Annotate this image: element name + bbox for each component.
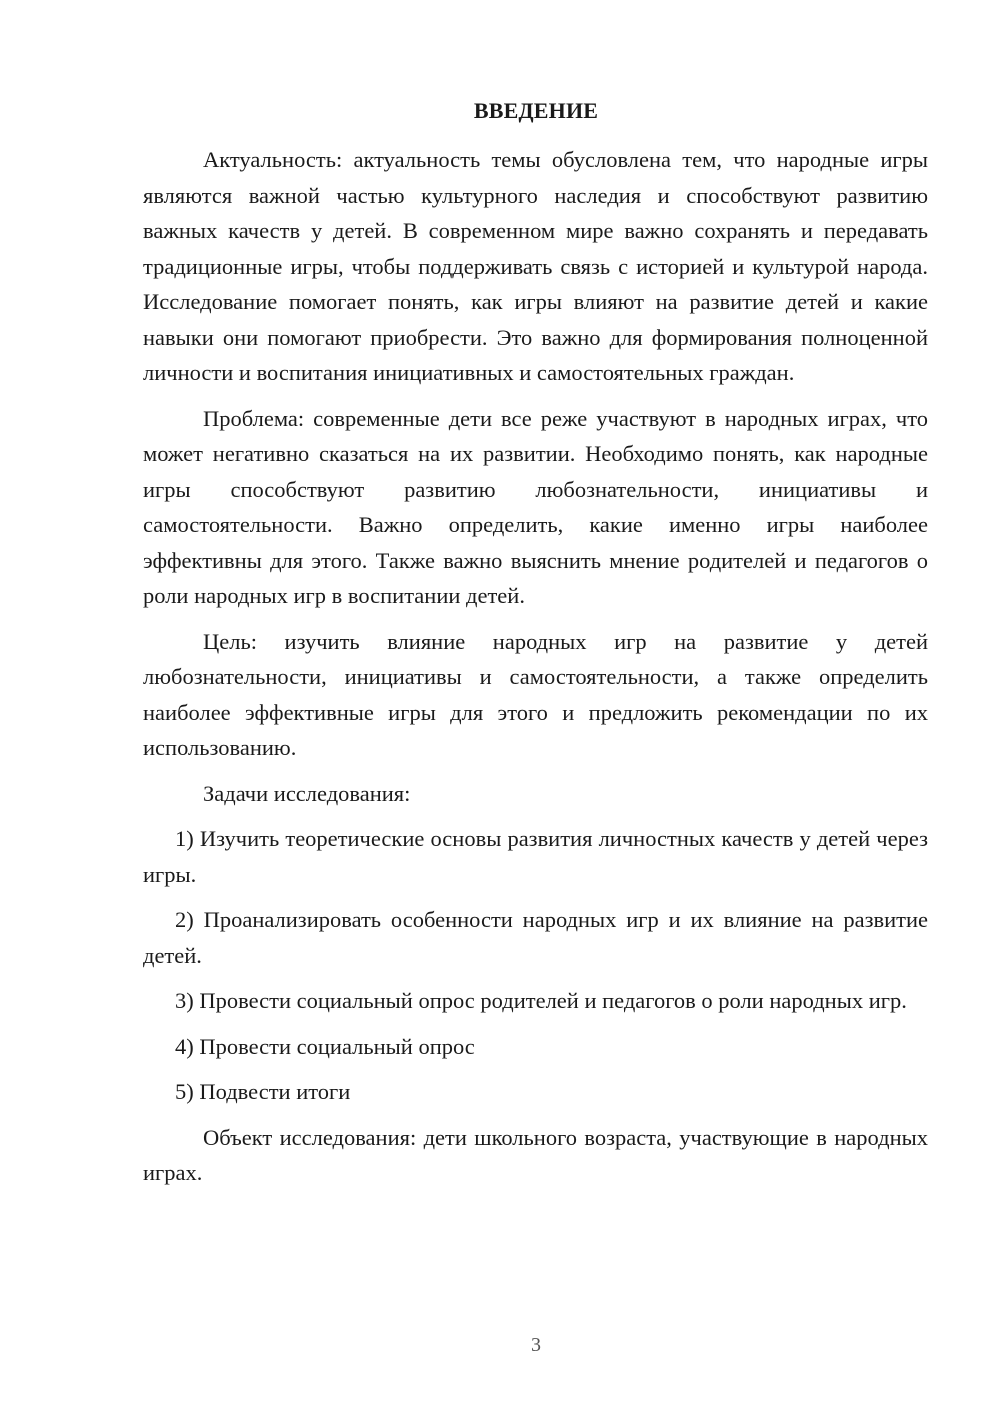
- page-title: ВВЕДЕНИЕ: [473, 98, 599, 123]
- paragraph-tasks-heading: Задачи исследования:: [203, 780, 411, 806]
- list-item-task-2: 2) Проанализировать особенности народных игр и их влияние на развитие детей.: [143, 907, 928, 968]
- paragraph-relevance: Актуальность: актуальность темы обусловлена тем, что народные игры являются важной частью культурного наследия и способствуют развитию важных качеств у детей. В современном мире важно сохранять и передавать традиционные игры, чтобы поддерживать связь с историей и культурой народа. Исследование помогает понять, как игры влияют на развитие детей и какие навыки они помогают приобрести. Это важно для формирования полноценной личности и воспитания инициативных и самостоятельных граждан.: [143, 147, 928, 385]
- list-item-task-4: 4) Провести социальный опрос: [175, 1033, 475, 1059]
- page-number: 3: [531, 1334, 541, 1356]
- paragraph-object: Объект исследования: дети школьного возраста, участвующие в народных играх.: [143, 1124, 928, 1185]
- paragraph-goal: Цель: изучить влияние народных игр на развитие у детей любознательности, инициативы и самостоятельности, а также определить наиболее эффективные игры для этого и предложить рекомендации по их использованию.: [143, 628, 928, 760]
- list-item-task-5: 5) Подвести итоги: [175, 1079, 351, 1104]
- list-item-task-3: 3) Провести социальный опрос родителей и педагогов о роли народных игр.: [175, 988, 907, 1013]
- paragraph-problem: Проблема: современные дети все реже участвуют в народных играх, что может негативно сказаться на их развитии. Необходимо понять, как народные игры способствуют развитию любознательности, инициативы и самостоятельности. Важно определить, какие именно игры наиболее эффективны для этого. Также важно выяснить мнение родителей и педагогов о роли народных игр в воспитании детей.: [143, 405, 928, 608]
- body-text: [143, 142, 928, 1201]
- list-item-task-1: 1) Изучить теоретические основы развития личностных качеств у детей через игры.: [143, 826, 928, 887]
